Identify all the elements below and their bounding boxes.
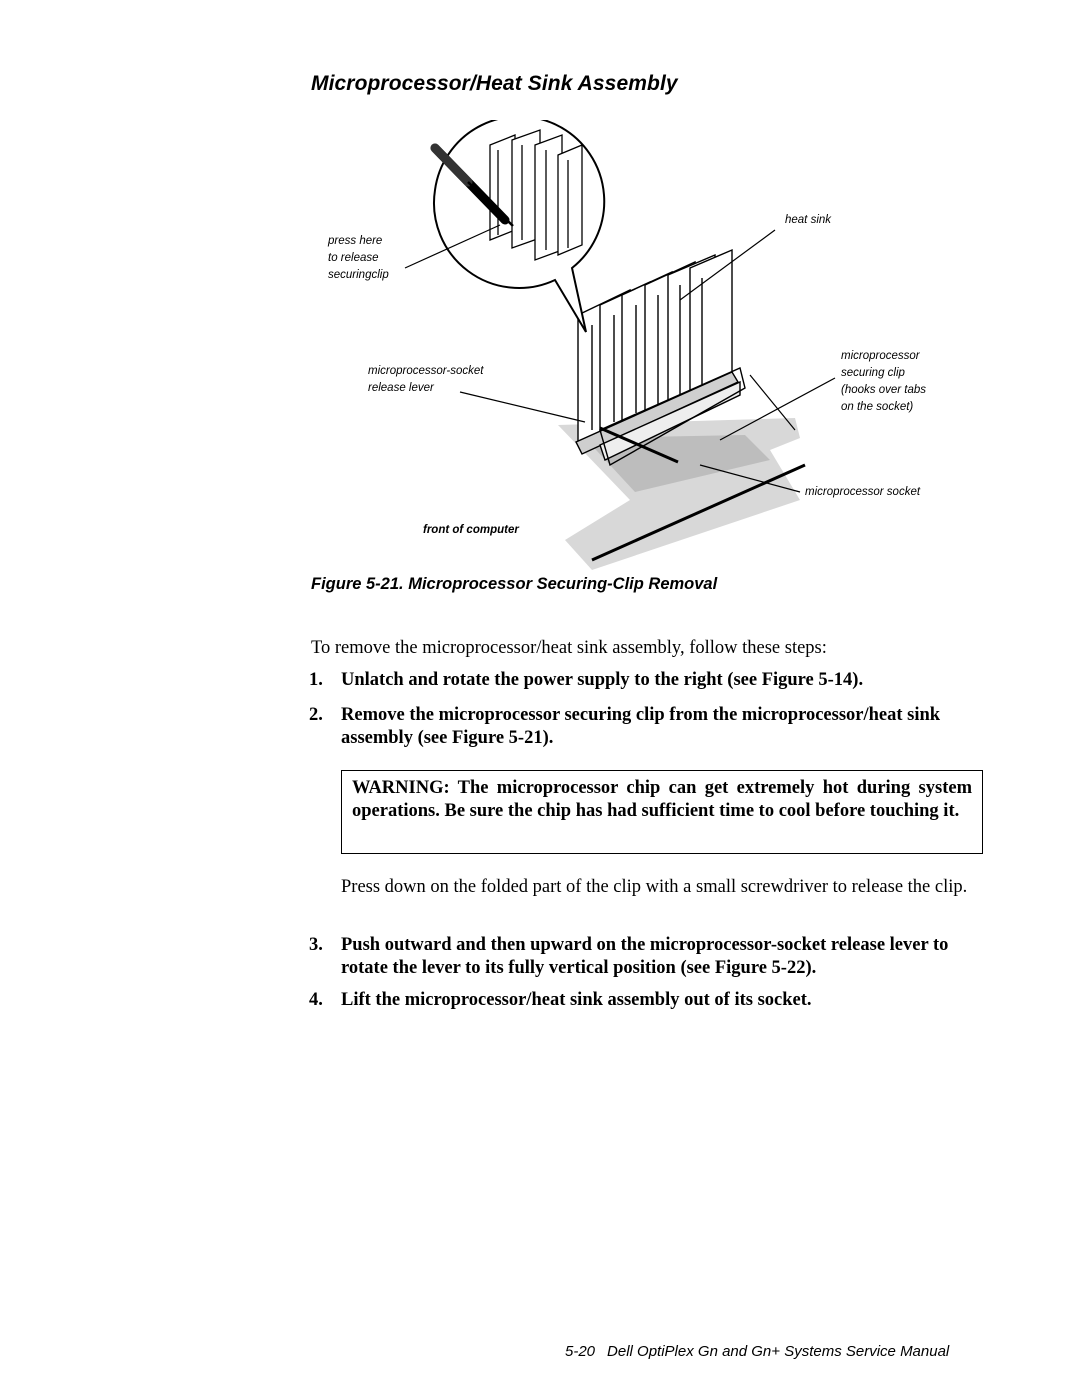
clip-note: Press down on the folded part of the clip with a small screwdriver to release the clip.: [341, 877, 968, 897]
step-number: 2.: [309, 705, 323, 725]
step-text: Push outward and then upward on the microprocessor-socket release lever to rotate the lever to its fully vertical position (see Figure 5-22).: [341, 935, 949, 978]
step-2: [309, 704, 986, 750]
figure-caption: Figure 5-21. Microprocessor Securing-Clip Removal: [311, 575, 718, 593]
section-title: Microprocessor/Heat Sink Assembly: [311, 72, 678, 95]
step-4: [309, 989, 981, 1012]
step-number: 1.: [309, 670, 323, 690]
step-1: [309, 669, 981, 692]
callout-securing-clip: microprocessor securing clip (hooks over tabs on the socket): [841, 350, 927, 413]
callout-socket: microprocessor socket: [805, 486, 921, 498]
warning-box: WARNING: The microprocessor chip can get extremely hot during system operations. Be sure the chip has had sufficient time to cool before touching it.: [341, 770, 983, 854]
page-footer: [565, 1343, 949, 1360]
figure-5-21: [300, 120, 980, 570]
intro-text: To remove the microprocessor/heat sink assembly, follow these steps:: [311, 638, 827, 658]
callout-release-lever: microprocessor-socket release lever: [368, 365, 484, 394]
step-text: Remove the microprocessor securing clip from the microprocessor/heat sink assembly (see Figure 5-21).: [341, 705, 941, 748]
heat-sink-illustration: [300, 120, 980, 570]
callout-press-here: press here to release securingclip: [328, 235, 389, 281]
page-number: 5-20: [565, 1343, 596, 1360]
callout-front: front of computer: [423, 524, 519, 536]
callout-heat-sink: heat sink: [785, 214, 832, 226]
step-3: [309, 934, 981, 980]
step-number: 3.: [309, 935, 323, 955]
step-text: Lift the microprocessor/heat sink assembly out of its socket.: [341, 990, 812, 1010]
manual-title: Dell OptiPlex Gn and Gn+ Systems Service Manual: [607, 1343, 950, 1360]
step-number: 4.: [309, 990, 323, 1010]
step-text: Unlatch and rotate the power supply to the right (see Figure 5-14).: [341, 670, 864, 690]
